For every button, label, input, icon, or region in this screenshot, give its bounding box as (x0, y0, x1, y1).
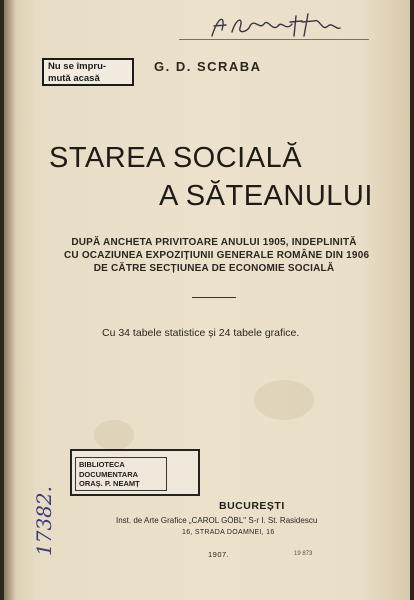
imprint-city: BUCUREȘTI (219, 500, 285, 512)
title-line-1: STAREA SOCIALĂ (49, 142, 303, 174)
subtitle-line: DUPĂ ANCHETA PRIVITOARE ANULUI 1905, INDEPLINITĂ (71, 237, 357, 248)
stamp-line: Nu se împru- (48, 61, 107, 72)
divider-rule (192, 297, 236, 298)
imprint-year: 1907. (208, 550, 230, 559)
author-name: G. D. SCRABA (154, 59, 262, 74)
imprint-printer: Inst. de Arte Grafice „CAROL GÖBL" S-r I. St. Rasidescu (116, 516, 318, 525)
subtitle-line: DE CĂTRE SECȚIUNEA DE ECONOMIE SOCIALĂ (93, 263, 335, 274)
inventory-number-area (32, 486, 66, 560)
tables-note: Cu 34 tabele statistice și 24 tabele grafice. (102, 327, 300, 339)
library-stamp-line: DOCUMENTARA (79, 469, 139, 479)
subtitle-line: CU OCAZIUNEA EXPOZIȚIUNII GENERALE ROMÂNE DIN 1906 (64, 250, 370, 261)
paper-stain (254, 380, 314, 420)
binding-shadow (4, 0, 16, 600)
inventory-number: 17382. (32, 486, 56, 556)
stamp-line: mută acasă (48, 73, 100, 84)
library-stamp (70, 449, 200, 496)
library-stamp-line: ORAȘ. P. NEAMȚ (79, 479, 140, 488)
book-title-page (4, 0, 410, 600)
library-stamp-box (75, 457, 167, 491)
title-line-2: A SĂTEANULUI (159, 180, 373, 212)
library-stamp-line: BIBLIOTECA (79, 460, 125, 469)
signature-underline (179, 39, 369, 40)
paper-stain (94, 420, 134, 450)
print-code: 19 873 (294, 551, 313, 557)
subtitle (64, 236, 370, 275)
lending-stamp (42, 58, 134, 86)
imprint-address: 16, STRADA DOAMNEI, 16 (182, 529, 275, 536)
handwritten-signature (204, 10, 354, 42)
